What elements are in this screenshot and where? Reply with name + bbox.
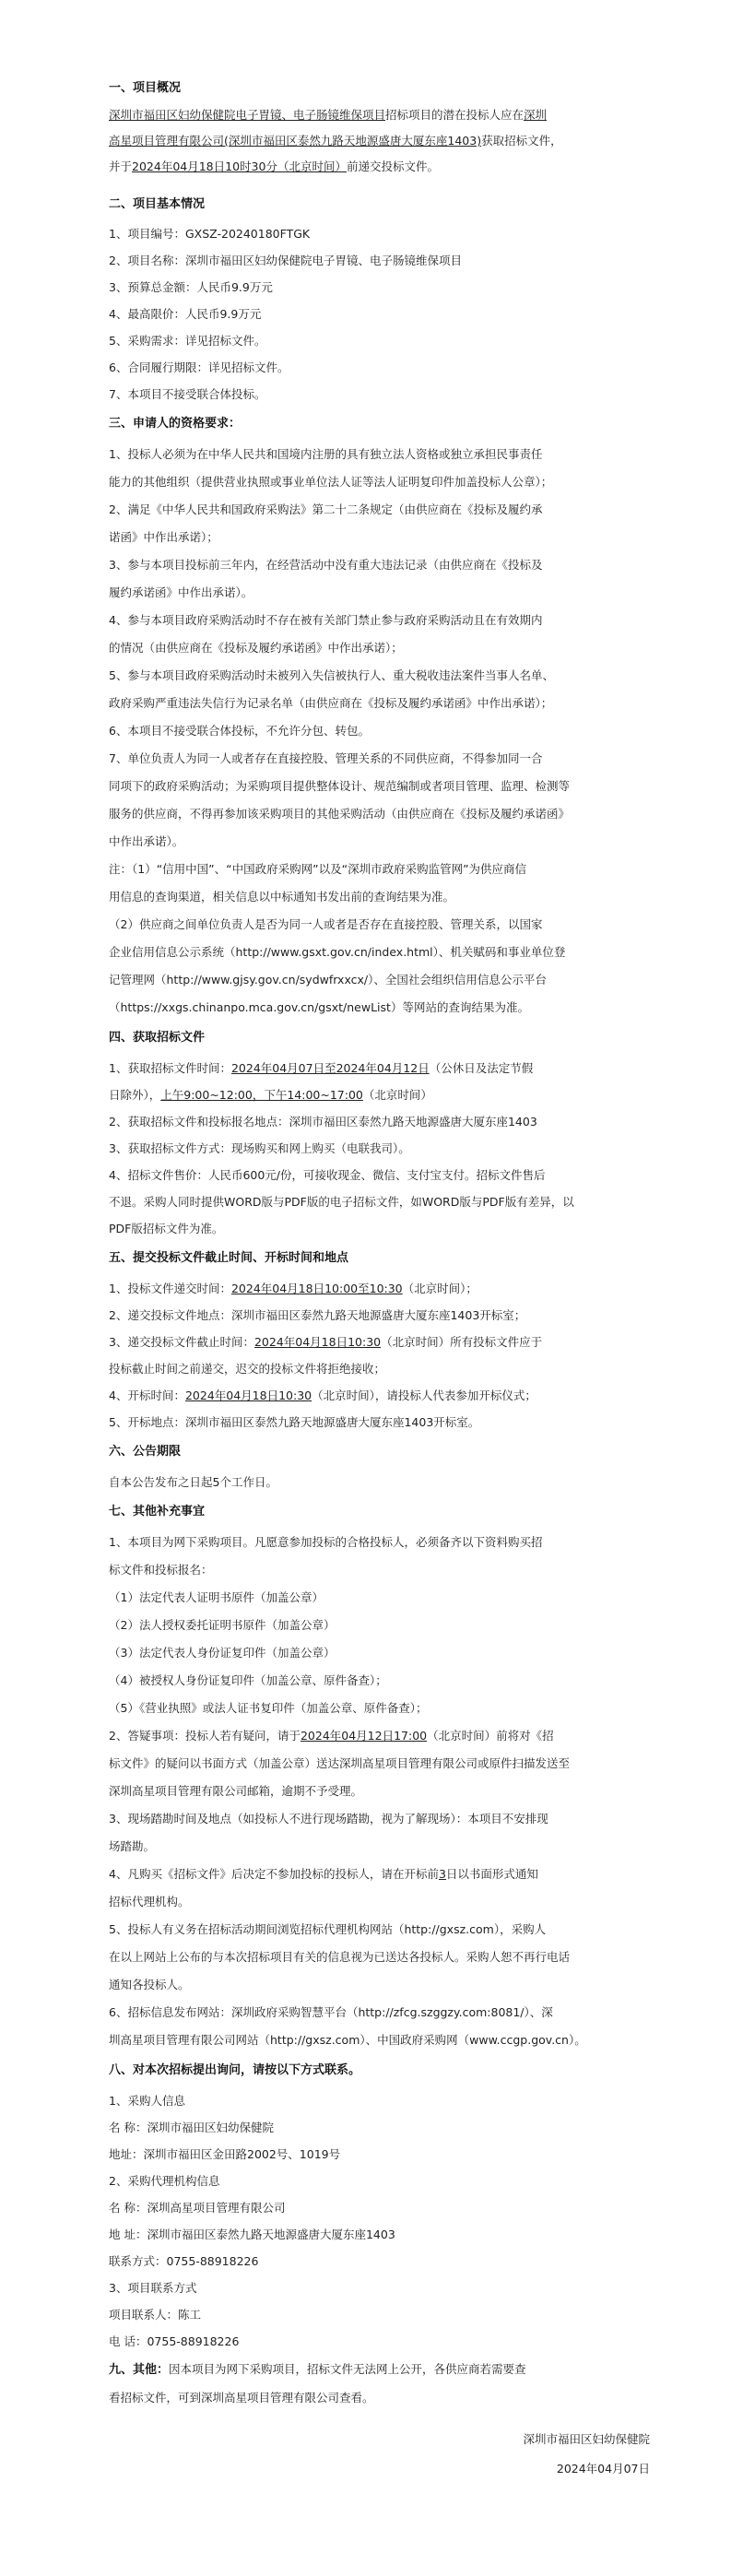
s8-line: 地址：深圳市福田区金田路2002号、1019号 (109, 2147, 341, 2161)
s3-line: 服务的供应商，不得再参加该采购项目的其他采购活动（由供应商在《投标及履约承诺函》 (109, 807, 571, 821)
footer-date: 2024年04月07日 (556, 2462, 650, 2476)
s9-text: 因本项目为网下采购项目，招标文件无法网上公开，各供应商若需要查 (169, 2362, 526, 2376)
s1-deadline: 2024年04月18日10时30分（北京时间） (132, 160, 347, 173)
s5-text: 4、开标时间： (109, 1388, 185, 1402)
s3-line: 3、参与本项目投标前三年内，在经营活动中没有重大违法记录（由供应商在《投标及 (109, 558, 543, 572)
s7-line (109, 1722, 650, 1750)
s7-line: 在以上网站上公布的与本次招标项目有关的信息视为已送达各投标人。采购人恕不再行电话 (109, 1950, 571, 1964)
s1-intro-text: 招标项目的潜在投标人应在 (385, 108, 525, 122)
s3-line: 诺函》中作出承诺）； (109, 530, 218, 544)
s7-text: 2、答疑事项：投标人若有疑问，请于 (109, 1729, 301, 1743)
s7-line: 6、招标信息发布网站：深圳政府采购智慧平台（http://zfcg.szggzy.com:8081/）、深 (109, 2005, 553, 2019)
section-2-heading: 二、项目基本情况 (109, 197, 206, 211)
s3-note: 注：（1）“信用中国”、“中国政府采购网”以及“深圳市政府采购监管网”为供应商信 (109, 862, 527, 876)
s3-note: （2）供应商之间单位负责人是否为同一人或者是否存在直接控股、管理关系，以国家 (109, 917, 543, 931)
s7-qa-deadline: 2024年04月12日17:00 (300, 1729, 428, 1743)
s8-line: 名 称：深圳市福田区妇幼保健院 (109, 2121, 274, 2134)
s1-intro-text-4: 前递交投标文件。 (346, 160, 439, 173)
s7-line: 招标代理机构。 (109, 1895, 190, 1908)
s7-line: 标文件和投标报名： (109, 1563, 213, 1577)
section-8-heading: 八、对本次招标提出询问，请按以下方式联系。 (109, 2063, 361, 2077)
s3-line: 5、参与本项目政府采购活动时未被列入失信被执行人、重大税收违法案件当事人名单、 (109, 668, 554, 682)
s7-text: 4、凡购买《招标文件》后决定不参加投标的投标人，请在开标前 (109, 1867, 439, 1881)
s7-doc-item: （4）被授权人身份证复印件（加盖公章、原件备查）； (109, 1673, 387, 1687)
s3-line: 政府采购严重违法失信行为记录名单（由供应商在《投标及履约承诺函》中作出承诺）； (109, 696, 553, 710)
s2-item: 6、合同履行期限：详见招标文件。 (109, 360, 289, 374)
s4-line: 4、招标文件售价：人民币600元/份，可接收现金、微信、支付宝支付。招标文件售后 (109, 1168, 546, 1182)
section-4-heading: 四、获取招标文件 (109, 1031, 206, 1045)
s5-text: （北京时间）所有投标文件应于 (381, 1335, 543, 1349)
s5-open-time: 2024年04月18日10:30 (184, 1388, 312, 1402)
s6-text: 自本公告发布之日起5个工作日。 (109, 1475, 277, 1489)
s7-line: 5、投标人有义务在招标活动期间浏览招标代理机构网站（http://gxsz.com），采购人 (109, 1922, 547, 1936)
s1-agency-part: 深圳 (524, 108, 548, 122)
s8-line: 名 称：深圳高星项目管理有限公司 (109, 2201, 286, 2215)
s4-line: 3、获取招标文件方式：现场购买和网上购买（电联我司）。 (109, 1141, 410, 1155)
footer-org: 深圳市福田区妇幼保健院 (523, 2432, 650, 2446)
s4-line (109, 1055, 650, 1081)
s5-line (109, 1382, 650, 1409)
s5-submit-time: 2024年04月18日10:00至10:30 (230, 1282, 403, 1295)
s4-line: 2、获取招标文件和投标报名地点：深圳市福田区泰然九路天地源盛唐大厦东座1403 (109, 1115, 537, 1128)
s3-line: 中作出承诺）。 (109, 834, 184, 848)
s4-text: （北京时间） (362, 1088, 432, 1102)
s1-agency-address: 高星项目管理有限公司(深圳市福田区泰然九路天地源盛唐大厦东座1403) (109, 134, 482, 148)
section-5-heading: 五、提交投标文件截止时间、开标时间和地点 (109, 1251, 349, 1265)
s3-note: 用信息的查询渠道，相关信息以中标通知书发出前的查询结果为准。 (109, 890, 455, 904)
s2-item: 7、本项目不接受联合体投标。 (109, 387, 266, 401)
s3-line: 6、本项目不接受联合体投标，不允许分包、转包。 (109, 724, 370, 738)
s4-line: PDF版招标文件为准。 (109, 1222, 224, 1235)
s1-intro-line-3 (109, 154, 650, 188)
s3-note: （https://xxgs.chinanpo.mca.gov.cn/gsxt/newList）等网站的查询结果为准。 (109, 1000, 529, 1014)
s9-line: 看招标文件，可到深圳高星项目管理有限公司查看。 (109, 2391, 374, 2405)
s8-line: 电 话：0755-88918226 (109, 2334, 240, 2348)
s7-line: 3、现场踏勘时间及地点（如投标人不进行现场踏勘，视为了解现场）：本项目不安排现 (109, 1812, 548, 1826)
s7-doc-item: （3）法定代表人身份证复印件（加盖公章） (109, 1646, 336, 1660)
s4-hours: 上午9:00~12:00，下午14:00~17:00 (160, 1088, 363, 1102)
s7-line (109, 1861, 650, 1888)
s8-line: 2、采购代理机构信息 (109, 2174, 220, 2188)
s5-text: 1、投标文件递交时间： (109, 1282, 231, 1295)
s3-line: 的情况（由供应商在《投标及履约承诺函》中作出承诺）； (109, 641, 403, 655)
s9-line (109, 2355, 650, 2384)
s4-text: 1、获取招标文件时间： (109, 1061, 231, 1075)
s7-doc-item: （2）法人授权委托证明书原件（加盖公章） (109, 1618, 336, 1632)
s1-project-name: 深圳市福田区妇幼保健院电子胃镜、电子肠镜维保项目 (109, 108, 386, 122)
s5-line: 5、开标地点：深圳市福田区泰然九路天地源盛唐大厦东座1403开标室。 (109, 1415, 480, 1429)
s7-line: 场踏勘。 (109, 1839, 156, 1853)
s5-line (109, 1275, 650, 1302)
s2-item: 5、采购需求：详见招标文件。 (109, 334, 266, 348)
s4-date-range: 2024年04月07日至2024年04月12日 (230, 1061, 430, 1075)
s8-line: 1、采购人信息 (109, 2094, 185, 2108)
s3-line: 4、参与本项目政府采购活动时不存在被有关部门禁止参与政府采购活动且在有效期内 (109, 613, 543, 627)
s7-line: 深圳高星项目管理有限公司邮箱，逾期不予受理。 (109, 1784, 363, 1798)
s4-line (109, 1081, 650, 1108)
s5-line: 投标截止时间之前递交，迟交的投标文件将拒绝接收； (109, 1362, 386, 1376)
s3-line: 能力的其他组织（提供营业执照或事业单位法人证等法人证明复印件加盖投标人公章）； (109, 475, 553, 489)
s1-intro-text-3: 并于 (109, 160, 133, 173)
section-3-heading: 三、申请人的资格要求： (109, 417, 242, 431)
s7-line: 标文件》的疑问以书面方式（加盖公章）送达深圳高星项目管理有限公司或原件扫描发送至 (109, 1756, 571, 1770)
section-6-heading: 六、公告期限 (109, 1445, 182, 1459)
s3-line: 同项下的政府采购活动；为采购项目提供整体设计、规范编制或者项目管理、监理、检测等 (109, 779, 571, 793)
s7-line: 圳高星项目管理有限公司网站（http://gxsz.com）、中国政府采购网（www.ccgp.gov.cn）。 (109, 2033, 586, 2047)
s3-line: 7、单位负责人为同一人或者存在直接控股、管理关系的不同供应商，不得参加同一合 (109, 751, 543, 765)
s2-item: 4、最高限价：人民币9.9万元 (109, 307, 262, 321)
s5-text: 3、递交投标文件截止时间： (109, 1335, 254, 1349)
s3-line: 2、满足《中华人民共和国政府采购法》第二十二条规定（由供应商在《投标及履约承 (109, 502, 543, 516)
s8-line: 联系方式：0755-88918226 (109, 2254, 259, 2268)
section-1-heading: 一、项目概况 (109, 81, 182, 95)
s4-text: 日除外）， (109, 1088, 161, 1102)
s2-item: 2、项目名称：深圳市福田区妇幼保健院电子胃镜、电子肠镜维保项目 (109, 254, 462, 267)
s3-note: 记管理网（http://www.gjsy.gov.cn/sydwfrxxcx/）、全国社会组织信用信息公示平台 (109, 973, 547, 987)
s5-text: （北京时间）； (402, 1282, 478, 1295)
s7-line: 1、本项目为网下采购项目。凡愿意参加投标的合格投标人，必须备齐以下资料购买招 (109, 1535, 543, 1549)
s5-line: 2、递交投标文件地点：深圳市福田区泰然九路天地源盛唐大厦东座1403开标室； (109, 1308, 526, 1322)
s8-line: 3、项目联系方式 (109, 2281, 197, 2295)
s7-line: 通知各投标人。 (109, 1978, 190, 1991)
s7-doc-item: （1）法定代表人证明书原件（加盖公章） (109, 1590, 324, 1604)
section-7-heading: 七、其他补充事宜 (109, 1505, 206, 1518)
s1-intro-line-2 (109, 128, 650, 154)
s5-text: （北京时间），请投标人代表参加开标仪式； (312, 1388, 536, 1402)
s7-days: 3 (438, 1867, 446, 1881)
s2-item: 1、项目编号：GXSZ-20240180FTGK (109, 227, 311, 241)
s7-text: （北京时间）前将对《招 (427, 1729, 554, 1743)
s5-line (109, 1329, 650, 1355)
s3-line: 1、投标人必须为在中华人民共和国境内注册的具有独立法人资格或独立承担民事责任 (109, 447, 543, 461)
s7-doc-item: （5）《营业执照》或法人证书复印件（加盖公章、原件备查）； (109, 1701, 428, 1715)
s8-line: 项目联系人：陈工 (109, 2308, 202, 2322)
section-9-heading: 九、其他： (109, 2363, 170, 2377)
s7-text: 日以书面形式通知 (445, 1867, 538, 1881)
s2-item: 3、预算总金额：人民币9.9万元 (109, 280, 273, 294)
s1-intro-text-2: 获取招标文件， (481, 134, 562, 148)
s4-line: 不退。采购人同时提供WORD版与PDF版的电子招标文件，如WORD版与PDF版有差异，以 (109, 1195, 574, 1209)
s1-intro-line-1 (109, 102, 650, 128)
s3-note: 企业信用信息公示系统（http://www.gsxt.gov.cn/index.html）、机关赋码和事业单位登 (109, 945, 566, 959)
s3-line: 履约承诺函》中作出承诺）。 (109, 585, 253, 599)
s5-deadline: 2024年04月18日10:30 (253, 1335, 382, 1349)
s8-line: 地 址：深圳市福田区泰然九路天地源盛唐大厦东座1403 (109, 2227, 395, 2241)
s4-text: （公休日及法定节假 (429, 1061, 534, 1075)
